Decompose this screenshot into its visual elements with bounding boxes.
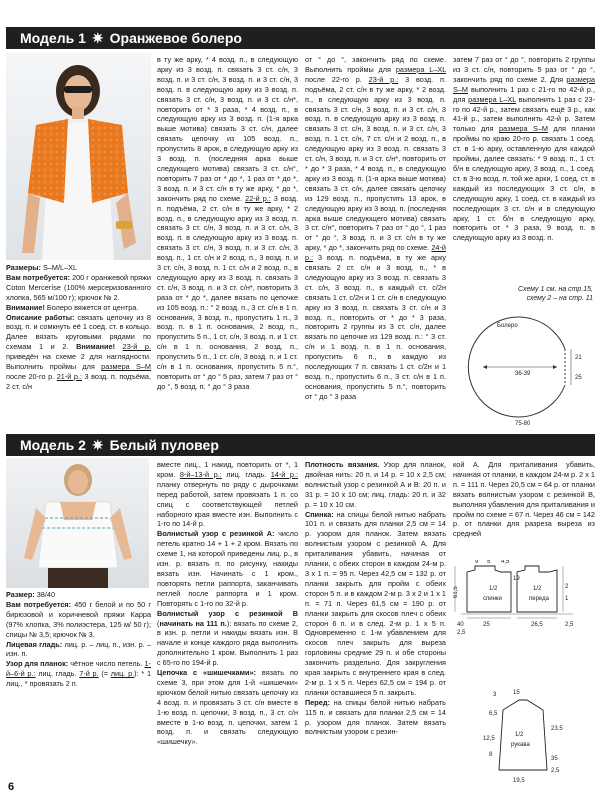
model2-text-col2: вместе лиц., 1 накид, повторить от *, 1 кром. 8-й–13-й р.: лиц. гладь. 14-й р.: планку отвернуть по ряду с дырочками перед работой, затем провязать 1 п. со спиц с соответствующей петлей наборного края вместе изн. Выполнить с 1-го по 14-й р. Волнистый узор с резинкой А: число петель кратно 14 + 1 + 2 кром. Вязать по схеме 1, на которой приведены лиц. р., в изн. р. вязать п. по рисунку, накиды вязать изн. Начинать с 1 кром., повторять петли раппорта, заканчивать петлей после раппорта и 1 кром. Повторять с 1-го по 32-й р. Волнистый узор с резинкой В (начинать на 111 п.): вязать по схеме 2, в изн. р. петли и накиды вязать изн. В начале и конце каждого ряда выполнить дополнительно 1 кром. Выполнить 1 раз с 65-го по 194-й р. Цепочка с «шишечками»: вязать по схеме 3, при этом для 1-й «шишечки» крючком белой нитью связать цепочку из 4 возд. п. и провязать 3 ст. с/н вместе в 1-ю возд. п. цепочки, 3 возд. п., 3 ст. с/н вместе в 1-ю возд. п. цепочки, затем 1 возд. п. и связать следующую «шишечку». <box>157 460 298 747</box>
diagram-label-bolero: Болеро <box>497 323 518 329</box>
model2-text-col3: Плотность вязания. Узор для планок, двойная нить: 20 п. и 14 р. = 10 х 2,5 см; волнистый узор с резинкой А и В: 20 п. и 31 р. = 10 х 10 см; лиц. гладь: 20 п. и 32 р. = 10 х 10 см. Спинка: на спицы белой нитью набрать 101 п. и связать для планки 2,5 см = 14 р. узором для планок. Затем вязать волнистым узором с резинкой А. Для приталивания убавить, начиная от планки, с обеих сторон в каждом 24-м р. 3 х 1 п. = 95 п. Через 42,5 см = 132 р. от планки закрыть для пройм с обеих сторон 5 п. и в каждом 2-м р. 3 х 2 и 1 х 1 п. = 71 п. Через 61,5 см = 190 р. от планки закрыть для скосов плеч с обеих сторон 6 п. и в след. 2-м р. 1 х 5 п. Одновременно с 1-м убавлением для скосов плеч закрыть для выреза горловины средние 29 п. и обе стороны закончить раздельно. Для закругления края закрыть с внутреннего края в след. 2-м р. 1 х 5 п. Через 62,5 см = 194 р. от планки оставшиеся 5 п. закрыть. Перед: на спицы белой нитью набрать 115 п. и связать для планки 2,5 см = 14 р. узором для планок. Затем вязать волнистым узором с резин- <box>305 460 446 737</box>
pattern-m-1: 1 <box>565 596 569 602</box>
model1-text-col3: от ° до °, закончить ряд по схеме. Выполнить проймы для размера L–XL после 22-го р. 23-й р.: 3 возд. п. подъёма, 2 ст. с/н в ту же арку, * 2 возд. п., в следующую арку из 3 возд. п. связать 3 ст. с/н, 3 возд. п. и 3 ст. с/н, 3 возд. п. в следующую арку из 3 возд. п. связать 3 ст. с/н, 3 возд. п. и 3 ст. с/н, 3 возд. п. 1 ст. с/н, 7 ст. с/н и 2 возд. п., в следующую арку из 3 возд. п. связать 3 ст. с/н, 3 возд. п. и 3 ст. с/н*, повторить от * до * 3 раза, * 4 возд. п., в следующую арку из 3 возд. п. (1-я арка выше мотива) связать 3 ст. с/н, далее связать цепочку из 129 возд. п., пропустить 13 арок, в следующую арку из 3 возд. п. (последняя арка выше следующего мотива) связать 3 ст. с/н°, повторить 7 раз от ° до °, 1 раз от ° до °, 3 возд. п. и 3 ст. с/н в ту же арку, * до *, закончить ряд по схеме. 24-й р.: 3 возд. п. подъёма, в ту же арку связать 2 ст. с/н и 3 возд. п., * в следующую арку из 3 возд. п. связать 3 ст. с/н, 3 возд. п., в каждый ст. с/2н связать 1 ст. с/2н и 1 ст. с/н в следующую арку из 3 возд. п. связать 3 ст. с/н и 3 возд. п., повторить от * до * 3 раза, повторить 2 группы из 3 ст. с/н, далее вязать по цепочке из 129 возд. п.: ° 3 ст. с/н и 1 возд. п. в 1 п. основания, пропустить 6 п., в каждую из последующих 7 п. связать 1 ст. с/2н и 1 возд. п., пропустить 6 п., 3 ст. с/н в 1 п. основания, пропустить 5 п.°, повторить от ° до ° 3 раза <box>305 55 446 401</box>
pattern-m-6-5: 6,5 <box>489 711 498 717</box>
pattern-m-26-5: 26,5 <box>531 622 543 628</box>
pattern-m-2: 2 <box>565 584 569 590</box>
star-icon: ✷ <box>91 437 104 453</box>
pattern-m-19: 19 <box>513 576 520 582</box>
pattern-m-45: 4,5 <box>501 560 510 565</box>
model2-text-col1: Размер: 38/40 Вам потребуется: 450 г белой и по 50 г бирюзовой и коричневой пряжи Карра (97% хлопка, 3% полиэстера, 125 м/ 50 г); спицы № 3,5; крючок № 3. Лицевая гладь: лиц. р. – лиц. п., изн. р. – изн. п. Узор для планок: чётное число петель. 1-й–6-й р.: лиц. гладь. 7-й р. (= лиц. р.): * 1 лиц., * провязать 2 п. <box>6 590 151 689</box>
scheme-caption-line2: схему 2 – на стр. 11 <box>526 295 593 302</box>
model2-photo <box>6 458 149 588</box>
scheme-caption-line1: Схему 1 см. на стр.15, <box>518 286 593 293</box>
pattern-pereda-label: переда <box>529 596 549 602</box>
pattern-m-8: 8 <box>489 752 493 758</box>
model1-text-col2: в ту же арку, * 4 возд. п., в следующую арку из 3 возд. п. связать 3 ст. с/н, 3 возд. п. и 3 ст. с/н, 3 возд. п. и 3 ст. с/н, 3 возд. п. в следующую арку из 3 возд. п. связать 3 ст. с/н, 3 возд. п. и 3 ст. с/н*, повторить от * 3 раза, * 4 возд. п., в следующую арку из 3 возд. п. (1-я арка выше мотива) связать 3 ст. с/н, далее связать цепочку из 105 возд. п., пропустить 8 арок, в следующую арку из 3 возд. п. (последняя арка выше следующего мотива) связать 3 ст. с/н°, повторить 7 раз от * до *, 1 раз от * до *, 3 возд. п. и 3 ст. с/н в ту же арку, * до *, закончить ряд по схеме. 22-й р.: 3 возд. п. подъёма, 2 ст. с/н в ту же арку, * 2 возд. п., в следующую арку из 3 возд. п. связать 3 ст. с/н, 3 возд. п. и 3 ст. с/н, 3 возд. п. в следующую арку из 3 возд. п. связать 3 ст. с/н, 3 возд. п. и 3 ст. с/н, 3 возд. п., 1 ст. с/н и 2 возд. п., 3 возд. п. и 3 ст. с/н, 3 возд. п. 1 ст. с/н и 2 возд. п., в следующую арку из 3 возд. п. связать 3 ст. с/н, 3 возд. п. и 3 ст. с/н*, повторить 3 раза от * до *, далее вязать по цепочке из 105 возд. п.: ° 2 возд. п., 3 ст. с/н в 1 п. основания, 3 возд. п., пропустить 1 п., 3 возд. п. в 1 п. основания, 2 возд. п., пропустить 5 п., 1 ст. с/н, 3 возд. п. и 1 ст. с/н в 1 п. основания, 2 возд. п., пропустить 5 п., 1 ст. с/н, 3 возд. п. и 1 ст. с/н в 1 п. основания, пропустить 5 п.°, повторить от ° до ° 5 раз, затем 7 раз от ° до °, 5 возд. п. ° до ° 3 раза <box>157 55 298 391</box>
diagram-label-width: 36-39 <box>515 371 531 377</box>
star-icon: ✷ <box>91 30 104 46</box>
pattern-m-61-5: 61,5 <box>453 586 459 598</box>
pattern-m-3: 3 <box>493 692 497 698</box>
pattern-pereda: 1/2 <box>533 586 542 592</box>
pattern-rukava-label: рукава <box>511 742 530 748</box>
pattern-m-40: 40 <box>457 622 464 628</box>
pullover-pattern-diagram <box>453 560 595 795</box>
pattern-m-5: 5 <box>487 560 491 565</box>
pattern-stinki: 1/2 <box>489 586 498 592</box>
pattern-m-2-5a: 2,5 <box>457 630 466 636</box>
model1-text-col4: затем 7 раз от ° до °, повторить 2 группы из 3 ст. с/н, повторить 5 раз от ° до °, закончить ряд по схеме 2. Для размера S–M выполнить 1 раз с 21-го по 42-й р., для размера L–XL выполнить 1 раз с 23-го по 42-й р., затем связать ещё 3 р., как 41-й р., затем выполнить 42-й р. Затем только для размера S–M для планки проймы по краю 20-го р. связать 1 соед. ст. в 1-ю арку, оставленную для каждой проймы, далее связать: * 9 возд. п., 1 ст. б/н в следующую арку, 3 возд. п., 1 соед. ст. в 3-ю возд. п. той же арки, 1 соед. ст. в каждый из последующих 3 ст. с/н, в следующую арку, 1 соед. ст. в каждый из последующих 3 ст. с/н и в следующую арку, 1 ст. б/н в следующую арку, повторить от * 3 раза, 9 возд. п. в следующую арку из 3 возд. п. <box>453 55 595 243</box>
model2-label: Модель 2 <box>20 437 86 453</box>
diagram-label-21: 21 <box>575 355 582 361</box>
model2-header <box>6 434 595 456</box>
pattern-m-2-5b: 2,5 <box>565 622 574 628</box>
pattern-stinki-label: спинки <box>483 596 502 602</box>
model2-text-col4: кой А. Для приталивания убавить, начиная от планки, в каждом 24-м р. 2 х 1 п. = 111 п. Через 20,5 см = 64 р. от планки вязать волнистым узором с резинкой В, выполняя убавления для приталивания и пройм по схеме = 67 п. Через 46 см = 142 р. от планки для разреза выреза из средней <box>453 460 595 539</box>
bolero-diagram <box>453 305 595 427</box>
diagram-label-bottom: 75-80 <box>515 421 531 427</box>
pattern-m-25: 25 <box>483 622 490 628</box>
pattern-m-35: 35 <box>551 756 558 762</box>
model1-header <box>6 27 595 49</box>
page-number: 6 <box>8 781 15 793</box>
pattern-rukava: 1/2 <box>515 732 524 738</box>
scheme-caption <box>453 285 593 303</box>
diagram-label-25: 25 <box>575 375 582 381</box>
model1-title: Оранжевое болеро <box>109 30 242 46</box>
pattern-m-2-5c: 2,5 <box>551 768 560 774</box>
model2-title: Белый пуловер <box>109 437 219 453</box>
pattern-m-19-5: 19,5 <box>513 778 525 784</box>
model1-text-col1: Размеры: S–M/L–XL Вам потребуется: 200 г оранжевой пряжи Coton Merceríse (100% мерсеризованного хлопка, 565 м/100 г); крючок № 2. Внимание! Болеро вяжется от центра. Описание работы: связать цепочку из 8 возд. п. и сомкнуть её 1 соед. ст. в кольцо. Далее вязать круговыми рядами по схемам 1 и 2. Внимание! 23-й р. приведён на схеме 2 для наглядности. Выполнить проймы для размера S–M после 20-го р. 21-й р.: 3 возд. п. подъёма, 2 ст. с/н <box>6 263 151 391</box>
pattern-m-23-5: 23,5 <box>551 726 563 732</box>
pattern-m-12-5: 12,5 <box>483 736 495 742</box>
pattern-m-9: 9 <box>475 560 479 565</box>
model1-label: Модель 1 <box>20 30 86 46</box>
model1-photo <box>6 53 151 260</box>
pattern-m-15: 15 <box>513 690 520 696</box>
